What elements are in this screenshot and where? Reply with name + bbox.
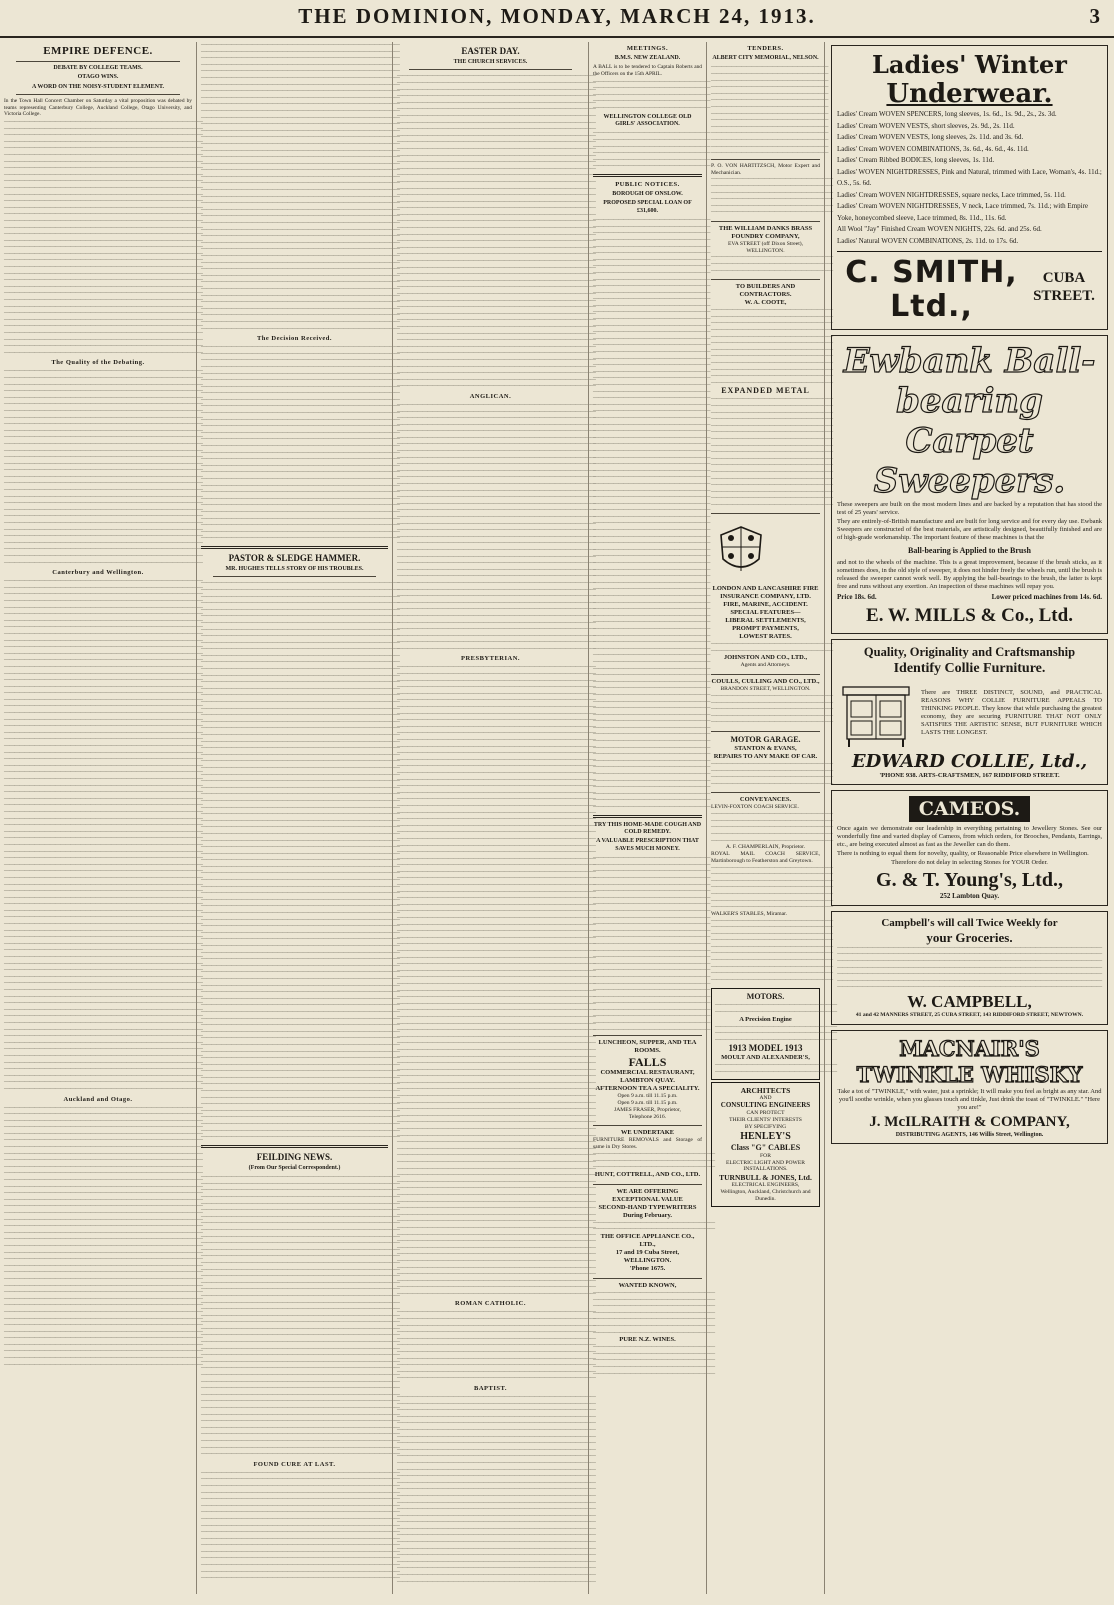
ad-campbell: Campbell's will call Twice Weekly for your Groceries. ———————————————————————————————————————————————————— ———————————————————————————————————————————————————— ———————————————————————————————————————————————————— ———————————————————————————————————————————————————— ———————————————————————————————————————————————————— ———————————————————————————————————————————————————— ———————————————————————————————————————————————————— W. CAMPBELL, 41 and 42 MANNERS STREET, 25 CUBA STREET, 143 RIDDIFORD STREET, NEWTOWN.: [831, 911, 1108, 1025]
section-anglican: ANGLICAN.: [469, 392, 512, 400]
ad-model: 1913 MODEL 1913: [728, 1043, 803, 1054]
ad-collie-name: EDWARD COLLIE, Ltd.,: [851, 750, 1088, 772]
ladies-item: Ladies' Cream WOVEN VESTS, long sleeves, 2s. 11d. and 3s. 6d.: [837, 133, 1024, 141]
ad-can: CAN PROTECT: [746, 1110, 785, 1117]
article-body: ——————————————————————————————————————— ——————————————————————————————————————— ——————————————————————————————————————— ——————————————————————————————————————— ——————————————————————————————————————— ——————————————————————————————————————— ——————————————————————————————————————— ——————————————————————————————————————— ——————————————————————————————————————— ——————————————————————————————————————— ——————————————————————————————————————— ——————————————————————————————————————— ——————————————————————————————————————— ——————————————————————————————————————— ——————————————————————————————————————— ——————————————————————————————————————— ——————————————————————————————————————— ——————————————————————————————————————— ——————————————————————————————————————— ——————————————————————————————————————— ——————————————————————————————————————— ——————————————————————————————————————— ——————————————————————————————————————— ——————————————————————————————————————— ——————————————————————————————————————— ——————————————————————————————————————— ——————————————————————————————————————— ——————————————————————————————————————— ——————————————————————————————————————— ———————————————————————————————————————: [4, 368, 203, 566]
subhead-church: THE CHURCH SERVICES.: [453, 59, 528, 65]
ad-falls-restaurant: [593, 1035, 702, 1123]
ad-wines: PURE N.Z. WINES.: [619, 1336, 676, 1344]
ad-mcilraith: J. McILRAITH & COMPANY,: [869, 1113, 1070, 1130]
ad-turnbull: TURNBULL & JONES, Ltd.: [719, 1173, 812, 1183]
ad-collie-addr: 'PHONE 938. ARTS-CRAFTSMEN, 167 RIDDIFORD STREET.: [879, 771, 1060, 779]
ad-furniture: FURNITURE REMOVALS and Storage of same in Dry Stores.: [593, 1137, 702, 1151]
ad-henley: [711, 1082, 820, 1207]
article-body: ——————————————————————————————————————— ——————————————————————————————————————— ——————————————————————————————————————— ——————————————————————————————————————— ——————————————————————————————————————— ——————————————————————————————————————— ——————————————————————————————————————— ——————————————————————————————————————— ——————————————————————————————————————— ——————————————————————————————————————— ——————————————————————————————————————— ——————————————————————————————————————— ——————————————————————————————————————— ——————————————————————————————————————— ——————————————————————————————————————— ——————————————————————————————————————— ——————————————————————————————————————— ——————————————————————————————————————— ——————————————————————————————————————— ——————————————————————————————————————— ——————————————————————————————————————— ——————————————————————————————————————— ——————————————————————————————————————— ——————————————————————————————————————— ——————————————————————————————————————— ——————————————————————————————————————— ——————————————————————————————————————— ——————————————————————————————————————— ——————————————————————————————————————— ——————————————————————————————————————— ——————————————————————————————————————— ——————————————————————————————————————— ——————————————————————————————————————— ——————————————————————————————————————— ——————————————————————————————————————— ——————————————————————————————————————— ——————————————————————————————————————— ———————————————————————————————————————: [397, 401, 596, 652]
ad-conveyances-title: CONVEYANCES.: [739, 796, 792, 804]
ad-ewbank-body1: These sweepers are built on the most modern lines and are backed by a reputation that has stood the test of 25 years' service.: [837, 501, 1102, 516]
ad-light: ELECTRIC LIGHT AND POWER INSTALLATIONS.: [726, 1159, 805, 1173]
ad-cuba: 17 and 19 Cuba Street,: [615, 1249, 680, 1256]
sideboard-icon: [837, 677, 915, 751]
notice-body: ——————————————————————— ——————————————————————— ——————————————————————— ——————————————————————— ——————————————————————— ——————————————————————— ——————————————————————— ——————————————————————— ——————————————————————— ——————————————————————— ——————————————————————— ——————————————————————— ——————————————————————— ——————————————————————— ——————————————————————— ——————————————————————— ——————————————————————— ——————————————————————— ——————————————————————— ——————————————————————— ——————————————————————— ——————————————————————— ——————————————————————— ——————————————————————— ——————————————————————— ——————————————————————— ———————————————————————: [593, 855, 711, 1033]
article-body: ——————————————————————————————————————— ——————————————————————————————————————— ——————————————————————————————————————— ——————————————————————————————————————— ——————————————————————————————————————— ——————————————————————————————————————— ——————————————————————————————————————— ——————————————————————————————————————— ——————————————————————————————————————— ——————————————————————————————————————— ——————————————————————————————————————— ——————————————————————————————————————— ——————————————————————————————————————— ——————————————————————————————————————— ——————————————————————————————————————— ——————————————————————————————————————— ——————————————————————————————————————— ——————————————————————————————————————— ——————————————————————————————————————— ——————————————————————————————————————— ——————————————————————————————————————— ——————————————————————————————————————— ——————————————————————————————————————— ——————————————————————————————————————— ——————————————————————————————————————— ——————————————————————————————————————— ——————————————————————————————————————— ——————————————————————————————————————— ——————————————————————————————————————— ——————————————————————————————————————— ——————————————————————————————————————— ——————————————————————————————————————— ——————————————————————————————————————— ——————————————————————————————————————— ——————————————————————————————————————— ——————————————————————————————————————— ——————————————————————————————————————— ——————————————————————————————————————— ——————————————————————————————————————— ——————————————————————————————————————— ——————————————————————————————————————— ——————————————————————————————————————— ——————————————————————————————————————— ——————————————————————————————————————— ——————————————————————————————————————— ——————————————————————————————————————— ——————————————————————————————————————— ——————————————————————————————————————— ——————————————————————————————————————— ——————————————————————————————————————— ——————————————————————————————————————— ——————————————————————————————————————— ——————————————————————————————————————— ——————————————————————————————————————— ——————————————————————————————————————— ——————————————————————————————————————— ——————————————————————————————————————— ——————————————————————————————————————— ——————————————————————————————————————— ——————————————————————————————————————— ——————————————————————————————————————— ——————————————————————————————————————— ——————————————————————————————————————— ——————————————————————————————————————— ——————————————————————————————————————— ——————————————————————————————————————— ——————————————————————————————————————— ——————————————————————————————————————— ——————————————————————————————————————— ——————————————————————————————————————— ——————————————————————————————————————— ——————————————————————————————————————— ——————————————————————————————————————— ——————————————————————————————————————— ——————————————————————————————————————— ——————————————————————————————————————— ——————————————————————————————————————— ——————————————————————————————————————— ——————————————————————————————————————— ——————————————————————————————————————— ——————————————————————————————————————— ——————————————————————————————————————— ——————————————————————————————————————— ——————————————————————————————————————— ———————————————————————————————————————: [201, 580, 400, 1141]
section-presbyterian: PRESBYTERIAN.: [460, 655, 521, 663]
section-canterbury: Canterbury and Wellington.: [52, 569, 144, 577]
ad-henley-name: HENLEY'S: [740, 1130, 791, 1142]
ad-mills: E. W. MILLS & Co., Ltd.: [866, 604, 1073, 626]
ad-special: SPECIAL FEATURES—: [730, 609, 801, 617]
page-number: 3: [1089, 4, 1100, 28]
headline-feilding: FEILDING NEWS.: [256, 1151, 333, 1162]
ad-campbell-2: your Groceries.: [926, 929, 1013, 945]
ladies-item: Ladies' Cream Ribbed BODICES, long sleeves, 1s. 11d.: [837, 156, 995, 164]
ad-campbell-1: Campbell's will call Twice Weekly for: [881, 916, 1058, 929]
ad-exceptional: EXCEPTIONAL VALUE: [612, 1195, 683, 1203]
ad-coulls: COULLS, CULLING AND CO., LTD., BRANDON STREET, WELLINGTON. ——————————————————————— ——————————————————————— ——————————————————————— ——————————————————————— ———————————————————————: [711, 674, 820, 729]
heading-meetings: MEETINGS.: [626, 45, 669, 52]
ad-cameos-title: CAMEOS.: [909, 796, 1031, 822]
ladies-item: Ladies' Cream WOVEN VESTS, short sleeves, 2s. 9d., 2s. 11d.: [837, 121, 1015, 130]
ad-ewbank-price1: Price 18s. 6d.: [837, 593, 877, 601]
article-body: ——————————————————————————————————————— ——————————————————————————————————————— ——————————————————————————————————————— ——————————————————————————————————————— ——————————————————————————————————————— ——————————————————————————————————————— ——————————————————————————————————————— ——————————————————————————————————————— ——————————————————————————————————————— ——————————————————————————————————————— ——————————————————————————————————————— ——————————————————————————————————————— ——————————————————————————————————————— ——————————————————————————————————————— ——————————————————————————————————————— ——————————————————————————————————————— ——————————————————————————————————————— ——————————————————————————————————————— ——————————————————————————————————————— ——————————————————————————————————————— ——————————————————————————————————————— ——————————————————————————————————————— ——————————————————————————————————————— ——————————————————————————————————————— ——————————————————————————————————————— ——————————————————————————————————————— ——————————————————————————————————————— ——————————————————————————————————————— ——————————————————————————————————————— ——————————————————————————————————————— ——————————————————————————————————————— ——————————————————————————————————————— ——————————————————————————————————————— ——————————————————————————————————————— ——————————————————————————————————————— ——————————————————————————————————————— ——————————————————————————————————————— ——————————————————————————————————————— ——————————————————————————————————————— ——————————————————————————————————————— ——————————————————————————————————————— ——————————————————————————————————————— ——————————————————————————————————————— ——————————————————————————————————————— ——————————————————————————————————————— ——————————————————————————————————————— ——————————————————————————————————————— ——————————————————————————————————————— ——————————————————————————————————————— ——————————————————————————————————————— ——————————————————————————————————————— ——————————————————————————————————————— ——————————————————————————————————————— ——————————————————————————————————————— ——————————————————————————————————————— ——————————————————————————————————————— ——————————————————————————————————————— ——————————————————————————————————————— ——————————————————————————————————————— ——————————————————————————————————————— ——————————————————————————————————————— ——————————————————————————————————————— ——————————————————————————————————————— ——————————————————————————————————————— ——————————————————————————————————————— ——————————————————————————————————————— ——————————————————————————————————————— ——————————————————————————————————————— ——————————————————————————————————————— ——————————————————————————————————————— ——————————————————————————————————————— ——————————————————————————————————————— ——————————————————————————————————————— ——————————————————————————————————————— ——————————————————————————————————————— ——————————————————————————————————————— ——————————————————————————————————————— ———————————————————————————————————————: [4, 578, 203, 1092]
ad-whisky: MACNAIR'S TWINKLE WHISKY: [856, 1035, 1083, 1087]
ad-hunt: WE UNDERTAKE FURNITURE REMOVALS and Storage of same in Dry Stores. ——————————————————————— ——————————————————————— ——————————————————————— HUNT, COTTRELL, AND CO., LTD.: [593, 1125, 702, 1181]
notice-body: ——————————————————————— ——————————————————————— ——————————————————————— ——————————————————————— ——————————————————————— ——————————————————————— ——————————————————————— ——————————————————————— ——————————————————————— ——————————————————————— ——————————————————————— ——————————————————————— ——————————————————————— ———————————————————————: [711, 64, 829, 157]
heading-public-notices: PUBLIC NOTICES.: [615, 180, 680, 188]
ad-levin: LEVIN-FOXTON COACH SERVICE.: [711, 804, 799, 811]
ad-london-lancashire: LONDON AND LANCASHIRE FIRE INSURANCE COMPANY, LTD. FIRE, MARINE, ACCIDENT. SPECIAL FEATURES— LIBERAL SETTLEMENTS, PROMPT PAYMENTS, LOWEST RATES. ——————————————————————— ——————————————————————— JOHNSTON AND CO., LTD., Agents and Attorneys.: [711, 513, 820, 672]
ad-danks-name: THE WILLIAM DANKS BRASS FOUNDRY COMPANY,: [718, 224, 813, 240]
ad-cameos-body: Once again we demonstrate our leadership in everything pertaining to Jewellery Stones. See our wonderfully fine and varied display of Cameos, from which orders, for Brooches, Pendants, Earrings, etc., are being executed almost as fast as the Jeweller can do them.: [837, 825, 1102, 849]
ad-ladies-head1: Ladies' Winter: [872, 50, 1067, 79]
ad-smith-street: CUBA STREET.: [1033, 270, 1095, 304]
headline-pastor: PASTOR & SLEDGE HAMMER.: [228, 552, 361, 563]
ad-falls: FALLS: [628, 1055, 667, 1070]
headline-easter: EASTER DAY.: [461, 46, 520, 56]
column-6: [824, 42, 1114, 1594]
ad-coulls-name: COULLS, CULLING AND CO., LTD.,: [711, 678, 820, 686]
masthead-title: THE DOMINION, MONDAY, MARCH 24, 1913.: [298, 4, 816, 28]
ad-clients: THEIR CLIENTS' INTERESTS: [729, 1117, 802, 1124]
subheading-cough: A VALUABLE PRESCRIPTION THAT SAVES MUCH MONEY.: [596, 838, 699, 852]
ad-champerlain: A. F. CHAMPERLAIN, Proprietor.: [725, 844, 806, 851]
ad-lunch: LUNCHEON, SUPPER, AND TEA ROOMS.: [598, 1039, 697, 1055]
heading-loan: PROPOSED SPECIAL LOAN OF £31,600.: [603, 200, 692, 214]
column-4: [588, 42, 715, 1594]
ad-electrical: ELECTRICAL ENGINEERS,: [731, 1182, 800, 1189]
ad-cameos-body2: There is nothing to equal them for novelty, quality, or Reasonable Price elsewhere in Wellington.: [837, 850, 1089, 858]
column-3: [392, 42, 596, 1594]
ad-coulls-addr: BRANDON STREET, WELLINGTON.: [720, 686, 811, 693]
ladies-item: Ladies' Cream WOVEN SPENCERS, long sleeves, 1s. 6d., 1s. 9d., 2s., 2s. 3d.: [837, 110, 1057, 118]
ad-macnair: [831, 1030, 1108, 1145]
ad-for: FOR: [760, 1152, 771, 1159]
ad-mcilraith-addr: DISTRIBUTING AGENTS, 146 Willis Street, Wellington.: [895, 1131, 1044, 1138]
ad-expanded: EXPANDED METAL: [721, 386, 810, 396]
ad-cameos: [831, 790, 1108, 906]
ad-ladies-head2: Underwear.: [886, 79, 1053, 109]
masthead: [0, 0, 1114, 38]
ad-ewbank-1: Ewbank Ball-bearing: [843, 341, 1096, 421]
ad-royal: ROYAL MAIL COACH SERVICE, Martinborough to Featherston and Greytown.: [711, 850, 820, 864]
ladies-item: Ladies' Cream WOVEN NIGHTDRESSES, square necks, Lace trimmed, 5s. 11d.: [837, 190, 1066, 199]
notice-body: ——————————————————————— ——————————————————————— ——————————————————————— ——————————————————————— ——————————————————————— ———————————————————————: [593, 130, 711, 170]
ad-ewbank-body2: They are entirely-of-British manufacture and are built for long service and for every day use. Ewbank Sweepers are constructed of the best materials, are artistically designed, beautifully finished and are of high-grade workmanship. The important feature of these machines is that the: [837, 518, 1102, 541]
ad-smith-name: C. SMITH, Ltd.,: [845, 255, 1018, 324]
ad-moult: MOULT AND ALEXANDER'S,: [721, 1054, 810, 1062]
ad-repairs: REPAIRS TO ANY MAKE OF CAR.: [713, 753, 818, 761]
subhead-hughes: MR. HUGHES TELLS STORY OF HIS TROUBLES.: [225, 565, 364, 572]
ad-cameos-body3: Therefore do not delay in selecting Stones for YOUR Order.: [891, 859, 1048, 867]
heading-borough: BOROUGH OF ONSLOW.: [612, 190, 683, 197]
ad-hartitzsch: P. O. VON HARTITZSCH, Motor Expert and Mechanician. ——————————————————————— ——————————————————————— ——————————————————————— ——————————————————————— ——————————————————————— ———————————————————————: [711, 159, 820, 219]
ad-wanted: WANTED KNOWN, ——————————————————————— ——————————————————————— ——————————————————————— ——————————————————————— ——————————————————————— ——————————————————————— ——————————————————————— PURE N.Z. WINES. ——————————————————————— ——————————————————————— ——————————————————————— ——————————————————————— ———————————————————————: [593, 1278, 702, 1380]
ad-ewbank-2: Carpet Sweepers.: [873, 421, 1066, 501]
ad-consulting: CONSULTING ENGINEERS: [720, 1101, 811, 1110]
ad-by: BY SPECIFYING: [744, 1123, 787, 1130]
headline-empire-defence: EMPIRE DEFENCE.: [43, 45, 153, 57]
article-intro: In the Town Hall Concert Chamber on Saturday a vital proposition was debated by teams representing Canterbury College, Auckland College, Otago University, and Victoria College.: [4, 98, 192, 118]
crest-icon: [711, 523, 771, 579]
ad-ladies-underwear: [831, 45, 1108, 330]
ad-collie: [831, 639, 1108, 786]
ad-coote: TO BUILDERS AND CONTRACTORS. W. A. COOTE, ——————————————————————— ——————————————————————— ——————————————————————— ——————————————————————— ——————————————————————— ——————————————————————— ——————————————————————— ——————————————————————— ——————————————————————— ——————————————————————— ——————————————————————— ——————————————————————— EXPANDED METAL ——————————————————————— ——————————————————————— ——————————————————————— ——————————————————————— ——————————————————————— ——————————————————————— ——————————————————————— ——————————————————————— ——————————————————————— ——————————————————————— ——————————————————————— ——————————————————————— ——————————————————————— ——————————————————————— ——————————————————————— ——————————————————————— ———————————————————————: [711, 279, 820, 511]
subhead-otago: OTAGO WINS.: [77, 74, 119, 81]
ad-collie-1: Quality, Originality and Craftsmanship: [863, 644, 1076, 659]
ad-afternoon: AFTERNOON TEA A SPECIALITY.: [595, 1085, 700, 1093]
notice-body: ——————————————————————— ——————————————————————— ——————————————————————— ——————————————————————— ——————————————————————— ——————————————————————— ——————————————————————— ——————————————————————— ——————————————————————— ——————————————————————— ——————————————————————— ——————————————————————— ——————————————————————— ——————————————————————— ——————————————————————— ——————————————————————— ——————————————————————— ——————————————————————— ——————————————————————— ——————————————————————— ——————————————————————— ——————————————————————— ——————————————————————— ——————————————————————— ——————————————————————— ——————————————————————— ——————————————————————— ——————————————————————— ——————————————————————— ——————————————————————— ——————————————————————— ——————————————————————— ——————————————————————— ——————————————————————— ——————————————————————— ——————————————————————— ——————————————————————— ——————————————————————— ——————————————————————— ——————————————————————— ——————————————————————— ——————————————————————— ——————————————————————— ——————————————————————— ——————————————————————— ——————————————————————— ——————————————————————— ——————————————————————— ——————————————————————— ——————————————————————— ——————————————————————— ——————————————————————— ——————————————————————— ——————————————————————— ——————————————————————— ——————————————————————— ——————————————————————— ——————————————————————— ——————————————————————— ——————————————————————— ——————————————————————— ——————————————————————— ——————————————————————— ——————————————————————— ——————————————————————— ——————————————————————— ——————————————————————— ——————————————————————— ——————————————————————— ——————————————————————— ——————————————————————— ——————————————————————— ——————————————————————— ——————————————————————— ——————————————————————— ——————————————————————— ——————————————————————— ——————————————————————— ——————————————————————— ——————————————————————— ——————————————————————— ——————————————————————— ——————————————————————— ——————————————————————— ——————————————————————— ——————————————————————— ——————————————————————— ——————————————————————— ——————————————————————— ———————————————————————: [593, 217, 711, 810]
ad-builders: TO BUILDERS AND CONTRACTORS.: [735, 283, 796, 299]
ad-office: THE OFFICE APPLIANCE CO., LTD.,: [600, 1233, 695, 1248]
ad-danks-addr: EVA STREET (off Dixon Street), WELLINGTON.: [727, 240, 804, 254]
ad-ewbank-feature: Ball-bearing is Applied to the Brush: [908, 546, 1031, 555]
ad-ewbank: [831, 335, 1108, 634]
heading-albert: ALBERT CITY MEMORIAL, NELSON.: [712, 55, 819, 61]
ad-ladies-list: [837, 109, 1102, 247]
ad-walker: WALKER'S STABLES, Miramar.: [711, 910, 788, 917]
heading-tenders: TENDERS.: [747, 45, 784, 52]
section-auckland: Auckland and Otago.: [63, 1095, 133, 1103]
article-body: ——————————————————————————————————————— ——————————————————————————————————————— ——————————————————————————————————————— ——————————————————————————————————————— ——————————————————————————————————————— ——————————————————————————————————————— ——————————————————————————————————————— ——————————————————————————————————————— ——————————————————————————————————————— ——————————————————————————————————————— ——————————————————————————————————————— ——————————————————————————————————————— ——————————————————————————————————————— ——————————————————————————————————————— ——————————————————————————————————————— ——————————————————————————————————————— ——————————————————————————————————————— ——————————————————————————————————————— ——————————————————————————————————————— ——————————————————————————————————————— ——————————————————————————————————————— ——————————————————————————————————————— ——————————————————————————————————————— ——————————————————————————————————————— ——————————————————————————————————————— ——————————————————————————————————————— ——————————————————————————————————————— ——————————————————————————————————————— ———————————————————————————————————————: [397, 1394, 596, 1585]
ad-ewbank-price2: Lower priced machines from 14s. 6d.: [991, 593, 1102, 601]
ad-undertake: WE UNDERTAKE: [620, 1129, 675, 1137]
ad-coote-name: W. A. COOTE,: [744, 299, 787, 307]
ladies-item: Ladies' Cream WOVEN COMBINATIONS, 3s. 6d., 4s. 6d., 4s. 11d.: [837, 144, 1029, 153]
ad-during: During February.: [622, 1211, 673, 1219]
ad-wanted-title: WANTED KNOWN,: [618, 1282, 677, 1289]
ad-danks: THE WILLIAM DANKS BRASS FOUNDRY COMPANY, EVA STREET (off Dixon Street), WELLINGTON. ——————————————————————— ——————————————————————— ———————————————————————: [711, 221, 820, 277]
ladies-item: Ladies' Natural WOVEN COMBINATIONS, 2s. 11d. to 17s. 6d.: [837, 236, 1019, 245]
heading-cough: TRY THIS HOME-MADE COUGH AND COLD REMEDY.: [593, 821, 702, 835]
article-body: ——————————————————————————————————————— ——————————————————————————————————————— ——————————————————————————————————————— ——————————————————————————————————————— ——————————————————————————————————————— ——————————————————————————————————————— ——————————————————————————————————————— ——————————————————————————————————————— ——————————————————————————————————————— ——————————————————————————————————————— ——————————————————————————————————————— ——————————————————————————————————————— ——————————————————————————————————————— ——————————————————————————————————————— ——————————————————————————————————————— ——————————————————————————————————————— ——————————————————————————————————————— ——————————————————————————————————————— ——————————————————————————————————————— ——————————————————————————————————————— ——————————————————————————————————————— ——————————————————————————————————————— ——————————————————————————————————————— ——————————————————————————————————————— ——————————————————————————————————————— ——————————————————————————————————————— ——————————————————————————————————————— ——————————————————————————————————————— ——————————————————————————————————————— ——————————————————————————————————————— ——————————————————————————————————————— ——————————————————————————————————————— ——————————————————————————————————————— ——————————————————————————————————————— ——————————————————————————————————————— ——————————————————————————————————————— ——————————————————————————————————————— ——————————————————————————————————————— ——————————————————————————————————————— ——————————————————————————————————————— ——————————————————————————————————————— ——————————————————————————————————————— ——————————————————————————————————————— ———————————————————————————————————————: [201, 42, 400, 332]
article-body: ——————————————————————————————————————— ——————————————————————————————————————— ——————————————————————————————————————— ——————————————————————————————————————— ——————————————————————————————————————— ——————————————————————————————————————— ——————————————————————————————————————— ——————————————————————————————————————— ——————————————————————————————————————— ——————————————————————————————————————— ——————————————————————————————————————— ——————————————————————————————————————— ——————————————————————————————————————— ——————————————————————————————————————— ——————————————————————————————————————— ——————————————————————————————————————— ——————————————————————————————————————— ——————————————————————————————————————— ——————————————————————————————————————— ——————————————————————————————————————— ——————————————————————————————————————— ——————————————————————————————————————— ——————————————————————————————————————— ——————————————————————————————————————— ——————————————————————————————————————— ——————————————————————————————————————— ——————————————————————————————————————— ——————————————————————————————————————— ——————————————————————————————————————— ——————————————————————————————————————— ——————————————————————————————————————— ——————————————————————————————————————— ——————————————————————————————————————— ——————————————————————————————————————— ——————————————————————————————————————— ———————————————————————————————————————: [4, 119, 203, 356]
ad-liberal: LIBERAL SETTLEMENTS, PROMPT PAYMENTS,: [725, 617, 806, 633]
ad-wgtn: WELLINGTON.: [623, 1257, 672, 1264]
ad-collie-2: Identify Collie Furniture.: [893, 660, 1046, 676]
ad-lambton: LAMBTON QUAY.: [620, 1077, 675, 1085]
ad-hartitzsch-name: P. O. VON HARTITZSCH, Motor Expert and Mechanician.: [711, 162, 820, 176]
section-found-cure: FOUND CURE AT LAST.: [253, 1460, 336, 1468]
ad-motor: MOTOR GARAGE.: [730, 735, 801, 745]
ad-precision: A Precision Engine: [739, 1015, 792, 1023]
ad-campbell-addr: 41 and 42 MANNERS STREET, 25 CUBA STREET, 143 RIDDIFORD STREET, NEWTOWN.: [855, 1011, 1084, 1018]
ladies-item: Ladies' Cream WOVEN NIGHTDRESSES, V neck, Lace trimmed, 7s. 11d.; with Empire Yoke, honeycombed sleeve, Lace trimmed, 8s. 11d., 11s. 6d.: [837, 202, 1089, 222]
ad-typewriters: WE ARE OFFERING EXCEPTIONAL VALUE SECOND-HAND TYPEWRITERS During February. ——————————————————————— ——————————————————————— THE OFFICE APPLIANCE CO., LTD., 17 and 19 Cuba Street, WELLINGTON. 'Phone 1675.: [593, 1184, 702, 1276]
ad-motors: MOTORS. ——————————————————————— ——————————————————————— A Precision Engine ——————————————————————— ——————————————————————— ——————————————————————— 1913 MODEL 1913 MOULT AND ALEXANDER'S, ——————————————————————— ———————————————————————: [711, 988, 820, 1079]
ad-motors-title: MOTORS.: [746, 992, 785, 1002]
section-quality: The Quality of the Debating.: [51, 359, 145, 367]
article-body: ——————————————————————————————————————— ——————————————————————————————————————— ——————————————————————————————————————— ——————————————————————————————————————— ——————————————————————————————————————— ——————————————————————————————————————— ——————————————————————————————————————— ——————————————————————————————————————— ——————————————————————————————————————— ——————————————————————————————————————— ———————————————————————————————————————: [397, 1309, 596, 1382]
ad-cities: Wellington, Auckland, Christchurch and Dunedin.: [720, 1188, 811, 1202]
section-roman-catholic: ROMAN CATHOLIC.: [455, 1300, 526, 1308]
notice-body: ——————————————————————— ——————————————————————— ——————————————————————— ——————————————————————— ———————————————————————: [593, 78, 711, 111]
ad-motor-garage: MOTOR GARAGE. STANTON & EVANS, REPAIRS TO ANY MAKE OF CAR. ——————————————————————— ——————————————————————— ——————————————————————— ———————————————————————: [711, 731, 820, 790]
ad-fraser: JAMES FRASER, Proprietor,: [614, 1106, 681, 1113]
ad-fire: FIRE, MARINE, ACCIDENT.: [723, 601, 808, 609]
ad-young-addr: 252 Lambton Quay.: [939, 892, 1000, 901]
ladies-item: All Wool "Jay" Finished Cream WOVEN NIGHTS, 22s. 6d. and 25s. 6d.: [837, 225, 1042, 233]
ad-london-name: LONDON AND LANCASHIRE FIRE INSURANCE COMPANY, LTD.: [712, 585, 819, 601]
subhead-debate: DEBATE BY COLLEGE TEAMS.: [53, 65, 143, 71]
ad-rates: LOWEST RATES.: [739, 633, 792, 641]
ad-secondhand: SECOND-HAND TYPEWRITERS: [598, 1203, 697, 1211]
ad-hunt-name: HUNT, COTTRELL, AND CO., LTD.: [594, 1170, 701, 1178]
ad-johnston: JOHNSTON AND CO., LTD.,: [723, 654, 808, 662]
ad-campbell-name: W. CAMPBELL,: [907, 991, 1032, 1011]
ad-young-name: G. & T. Young's, Ltd.,: [876, 869, 1063, 892]
ad-phone: 'Phone 1675.: [629, 1265, 666, 1272]
ad-open1: Open 9 a.m. till 11.15 p.m.: [617, 1093, 678, 1100]
article-body: ——————————————————————————————————————— ——————————————————————————————————————— ——————————————————————————————————————— ——————————————————————————————————————— ——————————————————————————————————————— ——————————————————————————————————————— ——————————————————————————————————————— ——————————————————————————————————————— ——————————————————————————————————————— ——————————————————————————————————————— ——————————————————————————————————————— ——————————————————————————————————————— ——————————————————————————————————————— ——————————————————————————————————————— ——————————————————————————————————————— ——————————————————————————————————————— ——————————————————————————————————————— ——————————————————————————————————————— ——————————————————————————————————————— ——————————————————————————————————————— ——————————————————————————————————————— ——————————————————————————————————————— ——————————————————————————————————————— ——————————————————————————————————————— ——————————————————————————————————————— ——————————————————————————————————————— ——————————————————————————————————————— ——————————————————————————————————————— ——————————————————————————————————————— ———————————————————————————————————————: [201, 344, 400, 542]
ad-tel: Telephone 2616.: [628, 1113, 667, 1120]
ad-whisky-body: Take a tot of "TWINKLE," with water, just a sprinkle; It will make you feel as bright as any star. And you'll soothe wrinkle, when you glasses touch and tinkle, Just drink the toast of "TWINKLE." "Here you are!": [837, 1087, 1102, 1111]
subhead-correspondent: (From Our Special Correspondent.): [248, 1164, 341, 1171]
bms-notice: A BALL is to be tendered to Captain Roberts and the Officers on the 15th APRIL.: [593, 64, 702, 77]
ad-conveyances: CONVEYANCES. LEVIN-FOXTON COACH SERVICE. ——————————————————————— ——————————————————————— ——————————————————————— ——————————————————————— ——————————————————————— A. F. CHAMPERLAIN, Proprietor. ROYAL MAIL COACH SERVICE, Martinborough to Featherston and Greytown. ——————————————————————— ——————————————————————— ——————————————————————— ——————————————————————— ——————————————————————— ——————————————————————— ——————————————————————— WALKER'S STABLES, Miramar. ——————————————————————— ——————————————————————— ——————————————————————— ——————————————————————— ——————————————————————— ——————————————————————— ——————————————————————— ——————————————————————— ——————————————————————— ———————————————————————: [711, 792, 820, 986]
ad-and: AND: [759, 1094, 772, 1101]
column-2: [196, 42, 400, 1594]
ad-offering: WE ARE OFFERING: [616, 1187, 679, 1195]
article-body: ——————————————————————————————————————— ——————————————————————————————————————— ——————————————————————————————————————— ——————————————————————————————————————— ——————————————————————————————————————— ——————————————————————————————————————— ——————————————————————————————————————— ——————————————————————————————————————— ——————————————————————————————————————— ——————————————————————————————————————— ——————————————————————————————————————— ——————————————————————————————————————— ——————————————————————————————————————— ——————————————————————————————————————— ——————————————————————————————————————— ——————————————————————————————————————— ———————————————————————————————————————: [201, 1469, 400, 1582]
heading-bms: B.M.S. NEW ZEALAND.: [614, 55, 681, 61]
ad-open2: Open 9 a.m. till 11.15 p.m.: [617, 1100, 678, 1107]
ad-collie-body: There are THREE DISTINCT, SOUND, and PRACTICAL REASONS WHY COLLIE FURNITURE APPEALS TO THINKING PEOPLE. They know that while purchasing the greatest economy, they are securing FURNITURE THAT NOT ONLY SATISFIES THE ARTISTIC SENSE, BUT FURNITURE WHICH LASTS THE LONGEST.: [921, 689, 1102, 737]
article-body: ——————————————————————————————————————— ——————————————————————————————————————— ——————————————————————————————————————— ——————————————————————————————————————— ——————————————————————————————————————— ——————————————————————————————————————— ——————————————————————————————————————— ——————————————————————————————————————— ——————————————————————————————————————— ——————————————————————————————————————— ——————————————————————————————————————— ——————————————————————————————————————— ——————————————————————————————————————— ——————————————————————————————————————— ——————————————————————————————————————— ——————————————————————————————————————— ——————————————————————————————————————— ——————————————————————————————————————— ——————————————————————————————————————— ——————————————————————————————————————— ——————————————————————————————————————— ——————————————————————————————————————— ——————————————————————————————————————— ——————————————————————————————————————— ——————————————————————————————————————— ——————————————————————————————————————— ——————————————————————————————————————— ——————————————————————————————————————— ——————————————————————————————————————— ——————————————————————————————————————— ——————————————————————————————————————— ——————————————————————————————————————— ——————————————————————————————————————— ——————————————————————————————————————— ——————————————————————————————————————— ——————————————————————————————————————— ——————————————————————————————————————— ——————————————————————————————————————— ——————————————————————————————————————— ——————————————————————————————————————— ——————————————————————————————————————— ——————————————————————————————————————— ——————————————————————————————————————— ——————————————————————————————————————— ——————————————————————————————————————— ——————————————————————————————————————— ——————————————————————————————————————— ——————————————————————————————————————— ——————————————————————————————————————— ——————————————————————————————————————— ——————————————————————————————————————— ——————————————————————————————————————— ——————————————————————————————————————— ——————————————————————————————————————— ——————————————————————————————————————— ——————————————————————————————————————— ——————————————————————————————————————— ——————————————————————————————————————— ——————————————————————————————————————— ——————————————————————————————————————— ——————————————————————————————————————— ——————————————————————————————————————— ——————————————————————————————————————— ——————————————————————————————————————— ——————————————————————————————————————— ——————————————————————————————————————— ——————————————————————————————————————— ——————————————————————————————————————— ——————————————————————————————————————— ——————————————————————————————————————— ——————————————————————————————————————— ——————————————————————————————————————— ——————————————————————————————————————— ——————————————————————————————————————— ——————————————————————————————————————— ——————————————————————————————————————— ——————————————————————————————————————— ——————————————————————————————————————— ——————————————————————————————————————— ——————————————————————————————————————— ——————————————————————————————————————— ——————————————————————————————————————— ——————————————————————————————————————— ——————————————————————————————————————— ——————————————————————————————————————— ——————————————————————————————————————— ——————————————————————————————————————— ——————————————————————————————————————— ——————————————————————————————————————— ——————————————————————————————————————— ——————————————————————————————————————— ——————————————————————————————————————— ——————————————————————————————————————— ——————————————————————————————————————— ——————————————————————————————————————— ———————————————————————————————————————: [397, 664, 596, 1297]
section-decision: The Decision Received.: [256, 335, 333, 343]
subhead-noisy: A WORD ON THE NOISY-STUDENT ELEMENT.: [31, 83, 165, 90]
ladies-item: Ladies' WOVEN NIGHTDRESSES, Pink and Natural, trimmed with Lace, Woman's, 4s. 11d.; O.S., 5s. 6d.: [837, 167, 1102, 187]
ad-stanton: STANTON & EVANS,: [734, 745, 797, 753]
ad-commercial: COMMERCIAL RESTAURANT,: [600, 1069, 695, 1077]
ad-ewbank-body3: and not to the wheels of the machine. This is a great improvement, because if the brush sticks, as it sometimes does, in the old style of sweeper, it does not hinder freely the wheels run, until the brush is released the sweeper cannot work well. By applying the ball-bearings to the brush, the latter is kept free and runs without any exertion. An inspection of these machines will repay you.: [837, 559, 1102, 590]
heading-old-girls: WELLINGTON COLLEGE OLD GIRLS' ASSOCIATION.: [603, 113, 692, 127]
column-1: [0, 42, 203, 1594]
ad-cables: Class "G" CABLES: [730, 1142, 801, 1152]
article-body: ——————————————————————————————————————— ——————————————————————————————————————— ——————————————————————————————————————— ——————————————————————————————————————— ——————————————————————————————————————— ——————————————————————————————————————— ——————————————————————————————————————— ——————————————————————————————————————— ——————————————————————————————————————— ——————————————————————————————————————— ——————————————————————————————————————— ——————————————————————————————————————— ——————————————————————————————————————— ——————————————————————————————————————— ——————————————————————————————————————— ——————————————————————————————————————— ——————————————————————————————————————— ——————————————————————————————————————— ——————————————————————————————————————— ——————————————————————————————————————— ——————————————————————————————————————— ——————————————————————————————————————— ——————————————————————————————————————— ——————————————————————————————————————— ——————————————————————————————————————— ——————————————————————————————————————— ——————————————————————————————————————— ——————————————————————————————————————— ——————————————————————————————————————— ——————————————————————————————————————— ——————————————————————————————————————— ——————————————————————————————————————— ——————————————————————————————————————— ——————————————————————————————————————— ——————————————————————————————————————— ——————————————————————————————————————— ——————————————————————————————————————— ——————————————————————————————————————— ——————————————————————————————————————— ——————————————————————————————————————— ——————————————————————————————————————— ——————————————————————————————————————— ———————————————————————————————————————: [201, 1174, 400, 1458]
ad-architects: ARCHITECTS: [740, 1085, 791, 1095]
article-body: ——————————————————————————————————————— ——————————————————————————————————————— ——————————————————————————————————————— ——————————————————————————————————————— ——————————————————————————————————————— ——————————————————————————————————————— ——————————————————————————————————————— ——————————————————————————————————————— ——————————————————————————————————————— ——————————————————————————————————————— ——————————————————————————————————————— ——————————————————————————————————————— ——————————————————————————————————————— ——————————————————————————————————————— ——————————————————————————————————————— ——————————————————————————————————————— ——————————————————————————————————————— ——————————————————————————————————————— ——————————————————————————————————————— ——————————————————————————————————————— ——————————————————————————————————————— ——————————————————————————————————————— ——————————————————————————————————————— ——————————————————————————————————————— ——————————————————————————————————————— ——————————————————————————————————————— ——————————————————————————————————————— ——————————————————————————————————————— ——————————————————————————————————————— ——————————————————————————————————————— ——————————————————————————————————————— ——————————————————————————————————————— ——————————————————————————————————————— ——————————————————————————————————————— ——————————————————————————————————————— ——————————————————————————————————————— ——————————————————————————————————————— ——————————————————————————————————————— ——————————————————————————————————————— ———————————————————————————————————————: [4, 1104, 203, 1368]
ad-agents: Agents and Attorneys.: [740, 662, 791, 669]
article-body: ——————————————————————————————————————— ——————————————————————————————————————— ——————————————————————————————————————— ——————————————————————————————————————— ——————————————————————————————————————— ——————————————————————————————————————— ——————————————————————————————————————— ——————————————————————————————————————— ——————————————————————————————————————— ——————————————————————————————————————— ——————————————————————————————————————— ——————————————————————————————————————— ——————————————————————————————————————— ——————————————————————————————————————— ——————————————————————————————————————— ——————————————————————————————————————— ——————————————————————————————————————— ——————————————————————————————————————— ——————————————————————————————————————— ——————————————————————————————————————— ——————————————————————————————————————— ——————————————————————————————————————— ——————————————————————————————————————— ——————————————————————————————————————— ——————————————————————————————————————— ——————————————————————————————————————— ——————————————————————————————————————— ——————————————————————————————————————— ——————————————————————————————————————— ——————————————————————————————————————— ——————————————————————————————————————— ——————————————————————————————————————— ——————————————————————————————————————— ——————————————————————————————————————— ——————————————————————————————————————— ——————————————————————————————————————— ——————————————————————————————————————— ——————————————————————————————————————— ——————————————————————————————————————— ——————————————————————————————————————— ——————————————————————————————————————— ——————————————————————————————————————— ——————————————————————————————————————— ——————————————————————————————————————— ——————————————————————————————————————— ——————————————————————————————————————— ——————————————————————————————————————— ———————————————————————————————————————: [397, 73, 596, 390]
column-5: [706, 42, 837, 1594]
section-baptist: BAPTIST.: [474, 1385, 507, 1392]
